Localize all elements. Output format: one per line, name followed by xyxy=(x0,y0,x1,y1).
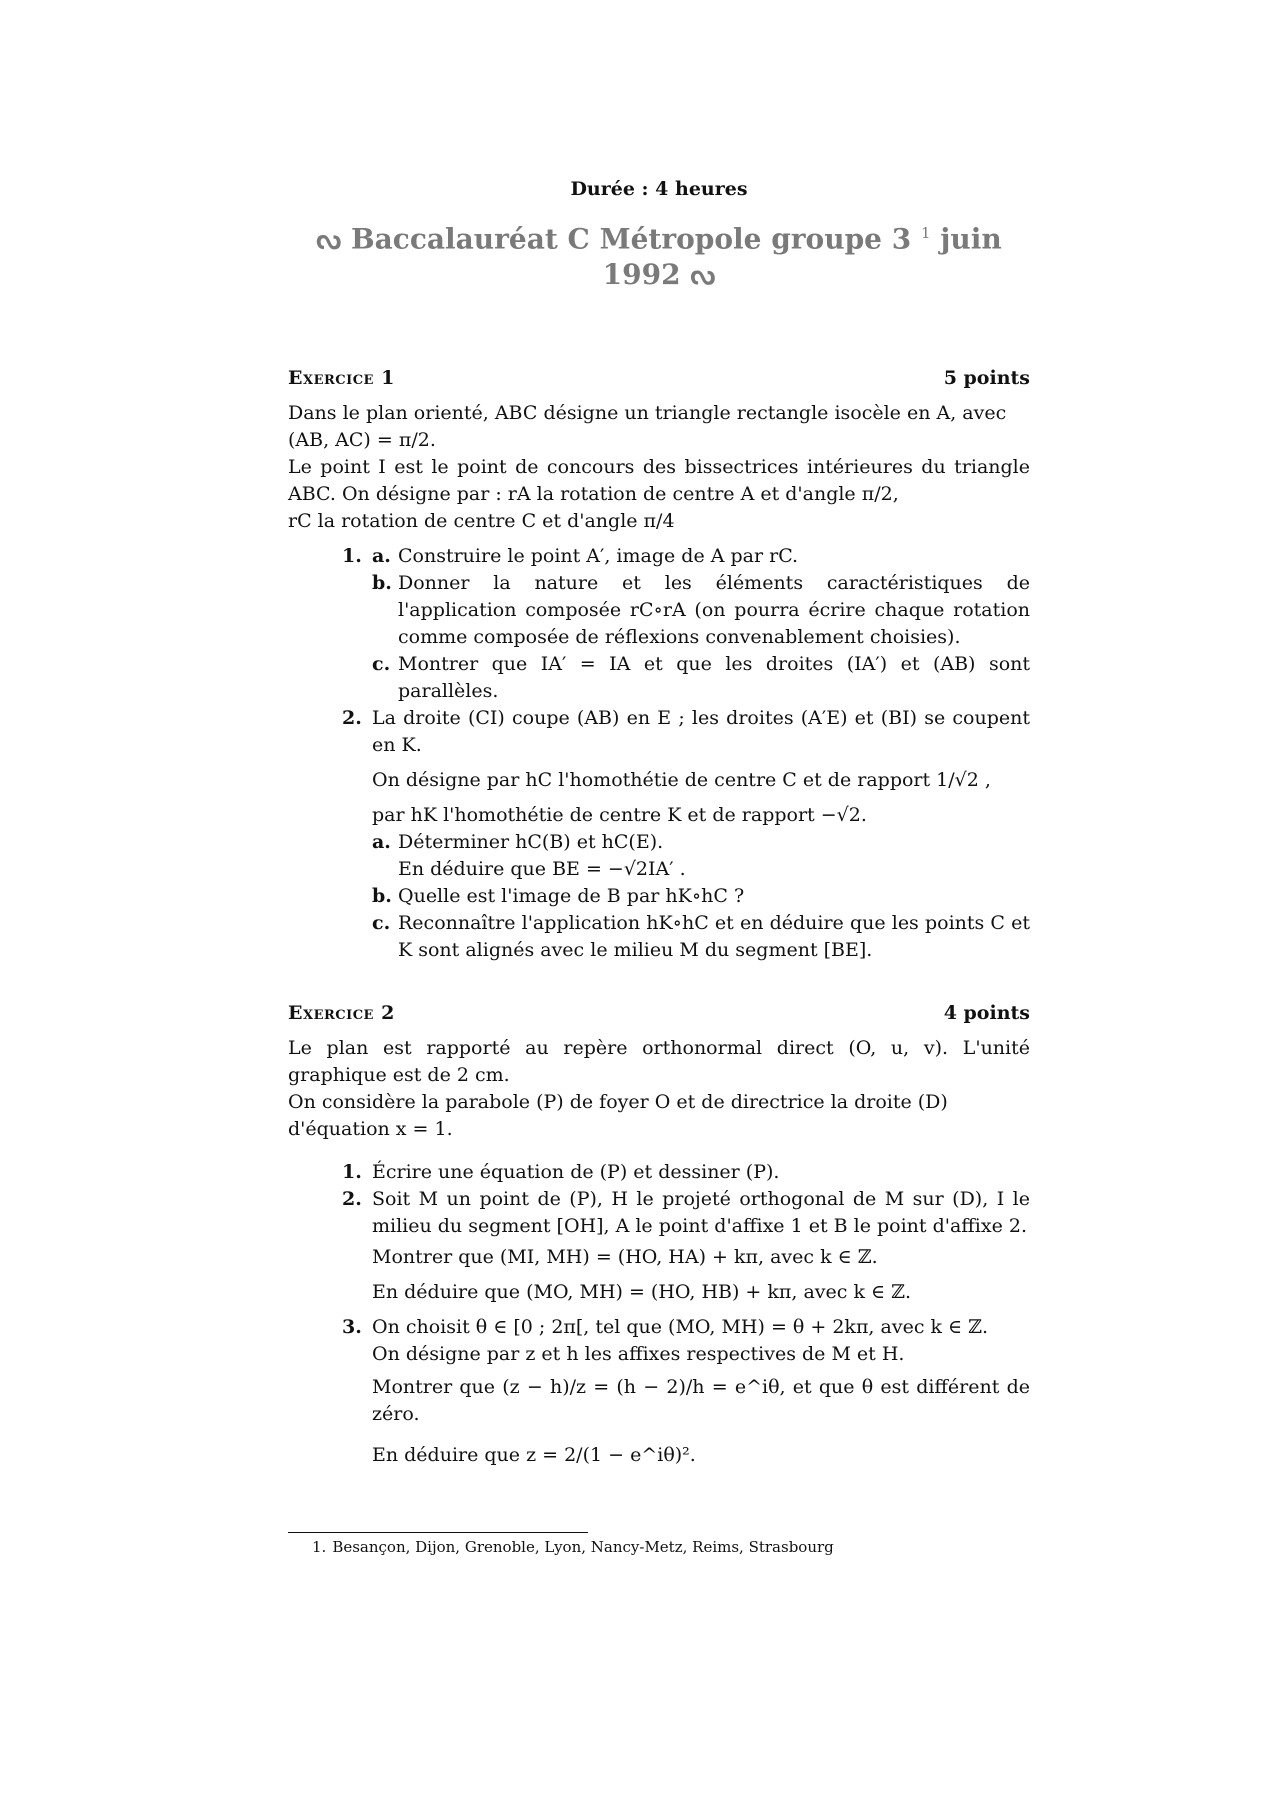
ex1-q1b: Donner la nature et les éléments caractéristiques de l'application composée rC∘rA (on pourra écrire chaque rotation comme composée de réflexions convenablement choisies). xyxy=(398,572,1030,649)
duration: Durée : 4 heures xyxy=(570,178,748,200)
footnote-text: Besançon, Dijon, Grenoble, Lyon, Nancy-Metz, Reims, Strasbourg xyxy=(332,1538,834,1556)
ex1-q1a: Construire le point A′, image de A par rC. xyxy=(398,545,799,568)
exercise-1-header xyxy=(288,365,1030,392)
ex2-q2-text2: Montrer que (MI, MH) = (HO, HA) + kπ, avec k ∈ ℤ. xyxy=(372,1246,878,1269)
ex2-q3-text: On choisit θ ∈ [0 ; 2π[, tel que (MO, MH) = θ + 2kπ, avec k ∈ ℤ. xyxy=(372,1316,989,1339)
exercise-1-points: 5 points xyxy=(943,367,1030,390)
footnote-mark: 1. xyxy=(312,1538,327,1556)
document-page xyxy=(288,176,1030,1469)
ex1-q2-text3: par hK l'homothétie de centre K et de rapport −√2. xyxy=(372,804,867,827)
ex1-q2b: Quelle est l'image de B par hK∘hC ? xyxy=(398,885,745,908)
ex2-q3-text2: On désigne par z et h les affixes respectives de M et H. xyxy=(372,1343,905,1366)
ex1-q2a-label: a. xyxy=(372,831,391,854)
ex2-q3-text4: En déduire que z = 2/(1 − e^iθ)². xyxy=(372,1444,696,1467)
ex2-intro2: On considère la parabole (P) de foyer O et de directrice la droite (D) d'équation x = 1. xyxy=(288,1091,948,1141)
ex1-intro3: Le point I est le point de concours des bissectrices intérieures du triangle ABC. On désigne par : rA la rotation de centre A et d'angle π/2, xyxy=(288,456,1030,506)
ex1-intro1: Dans le plan orienté, ABC désigne un triangle rectangle isocèle en A, avec xyxy=(288,402,1007,425)
ex2-q1 xyxy=(342,1159,1030,1186)
ex1-q2-text: La droite (CI) coupe (AB) en E ; les droites (A′E) et (BI) se coupent en K. xyxy=(372,707,1030,757)
ex1-q1 xyxy=(342,543,1030,705)
ex2-q2-number: 2. xyxy=(342,1188,362,1211)
title-end: juin 1992 ᔓ xyxy=(602,222,1002,292)
ex1-q1a-label: a. xyxy=(372,545,391,568)
ex2-q3-text3-line: Montrer que (z − h)/z = (h − 2)/h = e^iθ, et que θ est différent de zéro. xyxy=(372,1376,1030,1426)
ex1-q2a: Déterminer hC(B) et hC(E). xyxy=(398,831,664,854)
exercise-2-header xyxy=(288,1000,1030,1027)
ex2-q2 xyxy=(342,1186,1030,1306)
ex2-q2-text: Soit M un point de (P), H le projeté orthogonal de M sur (D), I le milieu du segment [OH], A le point d'affixe 1 et B le point d'affixe 2. xyxy=(372,1188,1030,1238)
exercise-2-title: Exercice 2 xyxy=(288,1002,395,1025)
ex2-q3-text3 xyxy=(372,1374,1030,1428)
ex1-q2a2: En déduire que BE = −√2IA′ . xyxy=(398,858,686,881)
ex2-q1-text: Écrire une équation de (P) et dessiner (P). xyxy=(372,1161,780,1184)
ex1-q2c-label: c. xyxy=(372,912,391,935)
ex2-intro1: Le plan est rapporté au repère orthonormal direct (O, u, v). L'unité graphique est de 2 cm. xyxy=(288,1037,1030,1087)
exercise-2-points: 4 points xyxy=(943,1002,1030,1025)
ex2-q3-number: 3. xyxy=(342,1316,362,1339)
ex1-q2b-label: b. xyxy=(372,885,392,908)
ex1-intro4: rC la rotation de centre C et d'angle π/4 xyxy=(288,510,675,533)
ex1-intro2: (AB, AC) = π/2. xyxy=(288,429,436,452)
ex1-q1-number: 1. xyxy=(342,545,362,568)
exercise-1-title: Exercice 1 xyxy=(288,367,395,390)
ex2-q3 xyxy=(342,1314,1030,1469)
ex1-q2 xyxy=(342,705,1030,964)
ex2-q1-number: 1. xyxy=(342,1161,362,1184)
ex1-q1c: Montrer que IA′ = IA et que les droites (IA′) et (AB) sont parallèles. xyxy=(398,653,1030,703)
title-main: ᔓ Baccalauréat C Métropole groupe 3 xyxy=(316,222,912,256)
ex1-q2-number: 2. xyxy=(342,707,362,730)
footnote-divider xyxy=(288,1532,588,1533)
title-footnote-mark: 1 xyxy=(920,224,931,242)
ex1-q1c-label: c. xyxy=(372,653,391,676)
ex1-q2-text2: On désigne par hC l'homothétie de centre C et de rapport 1/√2 , xyxy=(372,769,991,792)
ex1-q2c: Reconnaître l'application hK∘hC et en déduire que les points C et K sont alignés avec le milieu M du segment [BE]. xyxy=(398,912,1030,962)
ex1-q1b-label: b. xyxy=(372,572,392,595)
footnote xyxy=(312,1538,834,1556)
ex2-q2-text3: En déduire que (MO, MH) = (HO, HB) + kπ, avec k ∈ ℤ. xyxy=(372,1281,912,1304)
page-title xyxy=(288,215,1030,293)
